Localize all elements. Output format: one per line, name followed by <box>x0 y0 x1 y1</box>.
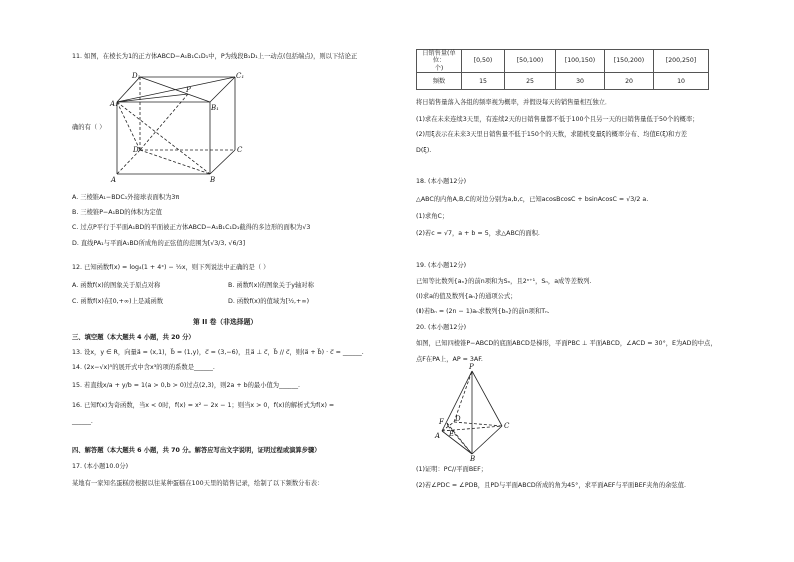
label-B1: B₁ <box>211 104 219 112</box>
q12-stem: 12. 已知函数f(x) = log₄(1 + 4ˣ) − ½x，则下列说法中正确的是（ ） <box>72 264 270 271</box>
q18-title: 18. (本小题12分) <box>416 178 467 185</box>
table-cell: [150,200) <box>605 50 654 73</box>
table-header-label: 日销售量(单位： 个) <box>417 50 462 73</box>
label-F: F <box>439 418 444 426</box>
q16-blank: ______. <box>72 418 93 425</box>
label-D: D <box>133 146 139 154</box>
label-C1: C₁ <box>236 72 245 80</box>
label-C: C <box>504 422 510 430</box>
table-cell: 30 <box>556 73 605 90</box>
q11-option-a: A. 三棱锥A₁−BDC₁外接球表面积为3π <box>72 194 180 201</box>
label-P: P <box>186 86 191 94</box>
q18-line-2: (1)求角C； <box>416 213 449 220</box>
q19-line-3: (Ⅱ)若bₙ = (2n − 1)aₙ求数列{bₙ}的前n项和Tₙ. <box>416 308 550 315</box>
q20-part-1: (1)证明：PC//平面BEF； <box>416 466 488 473</box>
table-row-label: 频数 <box>417 73 462 90</box>
q20-line-1: 如图，已知四棱锥P−ABCD的底面ABCD是梯形，平面PBC ⊥ 平面ABCD，∠ACD = 30°，E为AD的中点， <box>416 340 717 347</box>
table-cell: [200,250] <box>654 50 709 73</box>
q19-line-2: (Ⅰ)求a的值及数列{aₙ}的通项公式； <box>416 293 517 300</box>
table-row <box>417 73 709 90</box>
q19-title: 19. (本小题12分) <box>416 262 467 269</box>
q11-stem: 11. 如图，在棱长为1的正方体ABCD−A₁B₁C₁D₁中，P为线段B₁D₁上一动点(包括端点)，则以下结论正 <box>72 53 358 60</box>
q16: 16. 已知f(x)为奇函数，当x < 0时，f(x) = x² − 2x − 1；则当x > 0，f(x)的解析式为f(x) = <box>72 402 335 409</box>
q12-option-a: A. 函数f(x)的图象关于原点对称 <box>72 282 161 289</box>
label-A1: A₁ <box>110 100 118 108</box>
table-cell: 20 <box>605 73 654 90</box>
q11-option-c: C. 过点P平行于平面A₁BD的平面被正方体ABCD−A₁B₁C₁D₁截得的多边形的面积为√3 <box>72 224 311 231</box>
q14: 14. (2x−√x)⁵的展开式中含x³的项的系数是______. <box>72 364 215 371</box>
label-D: D <box>455 415 461 423</box>
q11-stem-cont: 确的有（ ） <box>72 124 106 131</box>
q17-line-4: D(ξ). <box>416 147 432 154</box>
table-cell: [50,100) <box>505 50 556 73</box>
table-cell: [100,150) <box>556 50 605 73</box>
q11-option-b: B. 三棱锥P−A₁BD的体积为定值 <box>72 209 163 216</box>
q12-option-d: D. 函数f(x)的值域为[½,+∞) <box>228 298 310 305</box>
fill-section-header: 三、填空题（本大题共 4 小题，共 20 分） <box>72 334 195 341</box>
q17-title: 17. (本小题10.0分) <box>72 463 129 470</box>
q20-part-2: (2)若∠PDC = ∠PDB，且PD与平面ABCD所成的角为45°，求平面AEF与平面BEF夹角的余弦值. <box>416 482 687 489</box>
cube-figure <box>110 70 250 185</box>
solve-section-header: 四、解答题（本大题共 6 小题，共 70 分。解答应写出文字说明，证明过程或演算步骤） <box>72 447 321 454</box>
q20-title: 20. (本小题12分) <box>416 324 467 331</box>
q12-option-c: C. 函数f(x)在[0,+∞)上是减函数 <box>72 298 164 305</box>
q18-line-3: (2)若c = √7，a + b = 5，求△ABC的面积. <box>416 230 540 237</box>
label-B: B <box>210 176 216 184</box>
q19-line-1: 已知等比数列{aₙ}的前n项和为Sₙ，且2ⁿ⁺¹，Sₙ，a成等差数列. <box>416 278 592 285</box>
label-B: B <box>470 455 476 463</box>
q17-line-3: (2)用ξ表示在未来3天里日销售量不低于150个的天数，求随机变量ξ的概率分布、均值E(ξ)和方差 <box>416 131 688 138</box>
table-cell: 10 <box>654 73 709 90</box>
q15: 15. 若直线x/a + y/b = 1(a > 0,b > 0)过点(2,3)，则2a + b的最小值为______. <box>72 382 300 389</box>
table-cell: 25 <box>505 73 556 90</box>
label-D1: D₁ <box>132 72 141 80</box>
q11-option-d: D. 直线PA₁与平面A₁BD所成角的正弦值的范围为[√3/3, √6/3] <box>72 240 246 247</box>
part2-title: 第 II 卷（非选择题） <box>193 318 258 326</box>
frequency-table <box>416 49 709 90</box>
table-cell: 15 <box>462 73 505 90</box>
table-row <box>417 50 709 73</box>
label-A: A <box>435 432 441 440</box>
q17-intro: 某地有一家知名蛋糕房根据以往某种蛋糕在100天里的销售记录，绘制了以下频数分布表： <box>72 480 324 487</box>
label-P: P <box>469 363 474 371</box>
pyramid-figure <box>432 363 522 463</box>
label-E: E <box>449 430 455 438</box>
label-C: C <box>237 146 243 154</box>
q13: 13. 设x，y ∈ R，向量a⃗ = (x,1)，b⃗ = (1,y)，c⃗ = (3,−6)，且a⃗ ⊥ c⃗，b⃗ // c⃗，则(a⃗ + b⃗) · c⃗ = ______. <box>72 349 364 356</box>
q18-line-1: △ABC的内角A,B,C的对边分别为a,b,c，已知acosBcosC + bsinAcosC = √3/2 a. <box>416 196 649 203</box>
q12-option-b: B. 函数f(x)的图象关于y轴对称 <box>228 282 314 289</box>
label-A: A <box>111 176 117 184</box>
table-cell: [0,50) <box>462 50 505 73</box>
q17-line-2: (1)求在未来连续3天里，有连续2天的日销售量都不低于100个且另一天的日销售量低于50个的概率； <box>416 116 699 123</box>
q17-line-1: 将日销售量落入各组的频率视为概率，并假设每天的销售量相互独立． <box>416 99 612 106</box>
q20-line-2: 点F在PA上，AP = 3AF. <box>416 356 483 363</box>
